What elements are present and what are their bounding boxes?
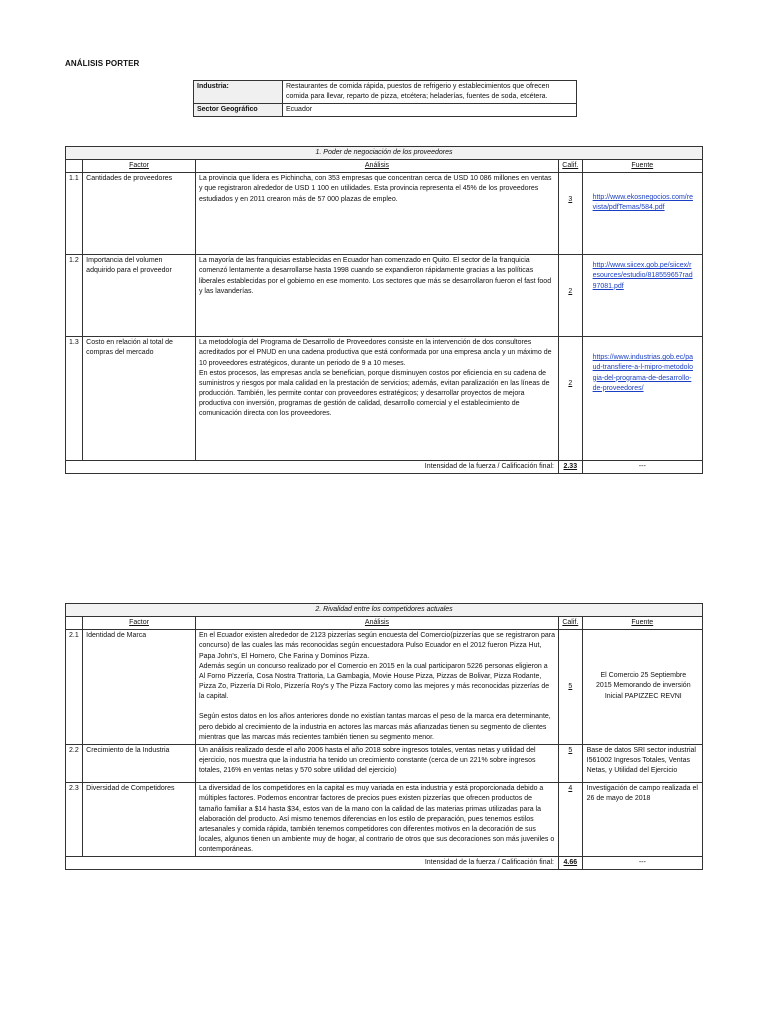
- section-title-row: [66, 147, 703, 160]
- row-factor: Costo en relación al total de compras del mercado: [83, 337, 196, 461]
- row-source: [582, 255, 702, 337]
- table-row: [66, 337, 703, 461]
- total-source: ---: [582, 857, 702, 870]
- row-source: Base de datos SRI sector industrial I561002 Ingresos Totales, Ventas Netas, y Utilidad del Ejercicio: [582, 744, 702, 782]
- sector-row: [194, 104, 577, 117]
- header-calif: Calif.: [558, 160, 582, 173]
- row-analysis: Un análisis realizado desde el año 2006 hasta el año 2018 sobre ingresos totales, ventas netas y utilidad del ejercicio, nos muestra que la industria ha tenido un crecimiento constante (cerca de un 221% sobre ingresos totales, 216% en ventas netas y 570 sobre utilidad del ejercicio): [195, 744, 558, 782]
- row-num: 2.3: [66, 783, 83, 857]
- row-source: Investigación de campo realizada el 26 de mayo de 2018: [582, 783, 702, 857]
- header-analysis: Análisis: [195, 160, 558, 173]
- row-analysis: La mayoría de las franquicias establecidas en Ecuador han comenzado en Quito. El sector de la franquicia comenzó lentamente a desarrollarse hasta 1998 cuando se expandieron rápidamente gracias a las políticas liberales establecidas por el gobierno en ese momento. Los sectores que más se desarrollaron fueron el fast food y las lavanderías.: [195, 255, 558, 337]
- row-num: 1.1: [66, 173, 83, 255]
- row-num: 2.2: [66, 744, 83, 782]
- row-analysis: La metodología del Programa de Desarrollo de Proveedores consiste en la intervención de dos consultores acreditados por el PNUD en una cadena productiva que está conformada por una empresa ancla y un máximo de 10 proveedores estratégicos, durante un periodo de 9 a 10 meses. En estos procesos, las empresas ancla se benefician, porque disminuyen costos por eficiencia en su cadena de suministros y riesgos por mala calidad en la prestación de servicios; además, evitan paralización en las líneas de producción. También, les permite contar con proveedores estratégicos; y desarrollar proyectos de mejora productiva con inversión, programas de gestión de calidad, desarrollo comercial y el establecimiento de comunicación directa con los proveedores.: [195, 337, 558, 461]
- industry-row: [194, 81, 577, 104]
- total-label: Intensidad de la fuerza / Calificación final:: [66, 857, 559, 870]
- row-source: El Comercio 25 Septiembre 2015 Memorando de inversión Inicial PAPIZZEC REVNI: [582, 630, 702, 745]
- section-title-row: [66, 604, 703, 617]
- row-num: 2.1: [66, 630, 83, 745]
- total-source: ---: [582, 461, 702, 474]
- sector-label: Sector Geográfico: [194, 104, 283, 117]
- total-row: [66, 461, 703, 474]
- row-factor: Crecimiento de la Industria: [83, 744, 196, 782]
- row-calif: 5: [559, 744, 583, 782]
- header-factor: Factor: [83, 617, 196, 630]
- industry-value: Restaurantes de comida rápida, puestos de refrigerio y establecimientos que ofrecen comida para llevar, reparto de pizza, etcétera; heladerías, fuentes de soda, etcétera.: [283, 81, 577, 104]
- total-value: 2.33: [558, 461, 582, 474]
- row-factor: Identidad de Marca: [83, 630, 196, 745]
- header-source: Fuente: [582, 617, 702, 630]
- row-num: 1.2: [66, 255, 83, 337]
- source-link[interactable]: http://www.ekosnegocios.com/revista/pdfTemas/584.pdf: [592, 194, 693, 212]
- row-factor: Importancia del volumen adquirido para el proveedor: [83, 255, 196, 337]
- table-row: [66, 744, 703, 782]
- rivalry-table: [65, 603, 703, 870]
- source-link[interactable]: https://www.industrias.gob.ec/paud-transfiere-a-l-mipro-metodologia-del-programa-de-desarrollo-de-proveedores/: [592, 354, 693, 392]
- header-num: [66, 617, 83, 630]
- total-value: 4.66: [559, 857, 583, 870]
- header-calif: Calif.: [559, 617, 583, 630]
- table-row: [66, 255, 703, 337]
- section-title: 2. Rivalidad entre los competidores actuales: [66, 604, 703, 617]
- header-row: [66, 617, 703, 630]
- table-row: [66, 783, 703, 857]
- header-num: [66, 160, 83, 173]
- row-calif: 4: [559, 783, 583, 857]
- section-title: 1. Poder de negociación de los proveedores: [66, 147, 703, 160]
- row-analysis: La provincia que lidera es Pichincha, con 353 empresas que concentran cerca de USD 10 086 millones en ventas y que registraron alrededor de USD 1 100 en utilidades. Esta provincia representa el 45% de los proveedores estudiados y en 2011 crearon más de 57 000 plazas de empleo.: [195, 173, 558, 255]
- page-title: ANÁLISIS PORTER: [65, 59, 140, 68]
- row-calif: 2: [558, 255, 582, 337]
- supplier-power-table: [65, 146, 703, 474]
- row-calif: 3: [558, 173, 582, 255]
- industry-info-table: [193, 80, 577, 117]
- sector-value: Ecuador: [283, 104, 577, 117]
- header-row: [66, 160, 703, 173]
- source-link[interactable]: http://www.siicex.gob.pe/siicex/resources/estudio/818559657rad97081.pdf: [592, 262, 693, 290]
- header-analysis: Análisis: [195, 617, 558, 630]
- industry-label: Industria:: [194, 81, 283, 104]
- row-analysis: La diversidad de los competidores en la capital es muy variada en esta industria y está proporcionada debido a múltiples factores. Podemos encontrar factores de precios pues existen pizzerías que ofrecen productos de tamaño familiar a $14 hasta $34, estos van de la mano con la calidad de las materias primas utilizadas para la elaboración del producto. Así mismo tenemos diferencias en los estilo de preparación, pues tenemos estilos artesanales y comida rápida, también tenemos competidores con diferentes motivos en la decoración de sus locales, algunos tienen un ambiente muy de hogar, al contrario de otros que sus decoraciones son más juveniles o contemporáneas.: [195, 783, 558, 857]
- total-row: [66, 857, 703, 870]
- row-calif: 2: [558, 337, 582, 461]
- row-analysis: En el Ecuador existen alrededor de 2123 pizzerías según encuesta del Comercio(pizzerías que se registraron para concurso) de las cuales las más reconocidas según encuestadora Pulso Ecuador en el 2012 fueron Pizza Hut, Papa John's, El Hornero, Che Farina y Dominos Pizza. Además según un concurso realizado por el Comercio en 2015 en la cual participaron 5226 personas eligieron a Al Forno Pizzería, Cosa Nostra Trattoria, La Gambagia, Movie House Pizza, Pizzas de Bolivar, Pizza Rodante, Pizza Zo, Pizzería Di Rolo, Pizzería Roy's y The Pizza Factory como las mejores y más reconocidas pizzerías de la capital. Según estos datos en los años anteriores donde no existían tantas marcas el peso de la marca era determinante, pero debido al crecimiento de la industria en actores las marcas más afianzadas tienen su segmento de clientes mientras que las marcas más recientes también tienen su segmento menor.: [195, 630, 558, 745]
- row-factor: Diversidad de Competidores: [83, 783, 196, 857]
- total-label: Intensidad de la fuerza / Calificación final:: [66, 461, 559, 474]
- row-num: 1.3: [66, 337, 83, 461]
- table-row: [66, 630, 703, 745]
- row-calif: 5: [559, 630, 583, 745]
- header-source: Fuente: [582, 160, 702, 173]
- row-source: [582, 337, 702, 461]
- row-factor: Cantidades de proveedores: [83, 173, 196, 255]
- header-factor: Factor: [83, 160, 196, 173]
- table-row: [66, 173, 703, 255]
- row-source: [582, 173, 702, 255]
